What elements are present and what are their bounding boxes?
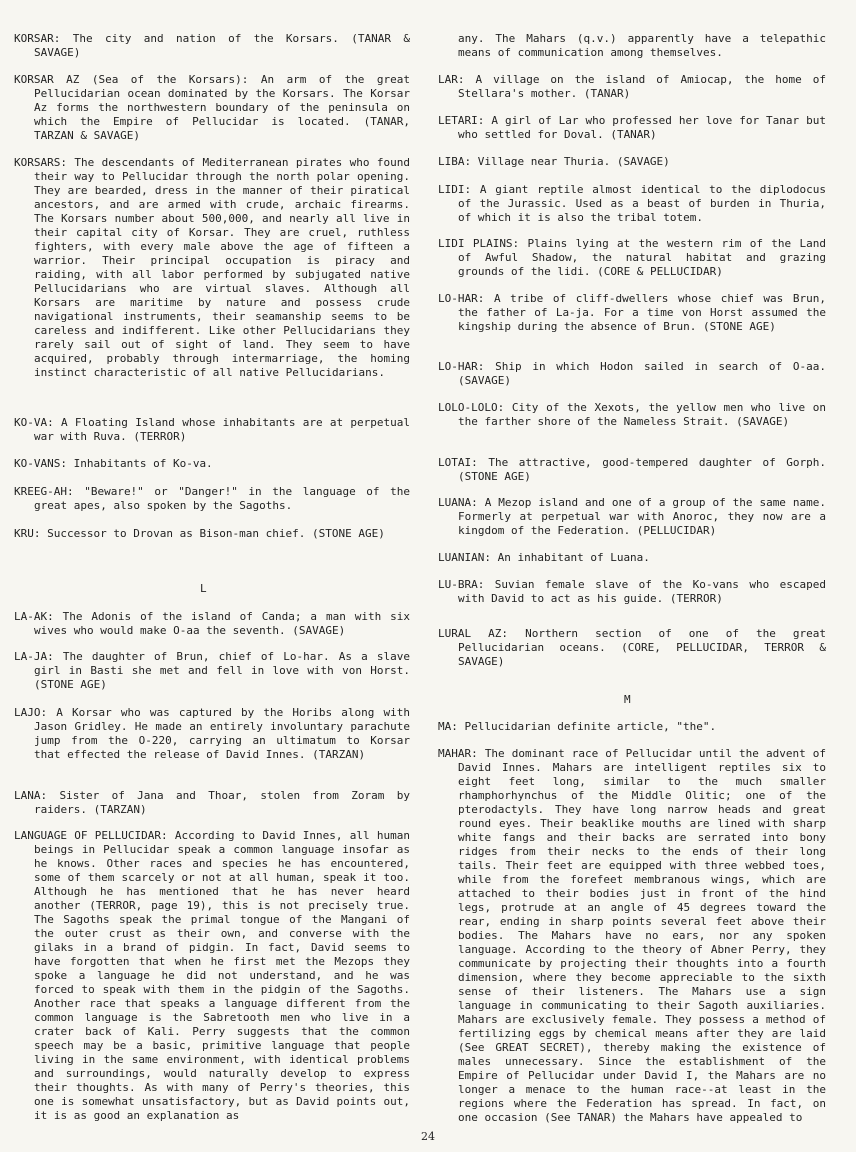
entry-term: LOLO-LOLO: (438, 401, 505, 414)
entry-term: LA-JA: (14, 650, 54, 663)
entry-definition: Sister of Jana and Thoar, stolen from Zoram by raiders. (TARZAN) (34, 789, 410, 816)
entry-definition: Ship in which Hodon sailed in search of O-aa. (SAVAGE) (458, 360, 826, 387)
entry-definition: Northern section of one of the great Pellucidarian oceans. (CORE, PELLUCIDAR, TERROR & SAVAGE) (458, 627, 826, 668)
page-number: 24 (421, 1130, 435, 1143)
entry-definition: An inhabitant of Luana. (497, 551, 650, 564)
glossary-entry (14, 527, 410, 541)
glossary-entry (438, 456, 826, 484)
glossary-entry (14, 485, 410, 513)
entry-definition: A tribe of cliff-dwellers whose chief was Brun, the father of La-ja. For a time von Horst assumed the kingship during the absence of Brun. (STONE AGE) (458, 292, 826, 333)
glossary-entry (14, 73, 410, 143)
entry-term: LU-BRA: (438, 578, 485, 591)
entry-term: KREEG-AH: (14, 485, 74, 498)
entry-term: LANA: (14, 789, 48, 802)
entry-term: LIDI PLAINS: (438, 237, 520, 250)
entry-definition: Inhabitants of Ko-va. (73, 457, 213, 470)
entry-definition: Successor to Drovan as Bison-man chief. (STONE AGE) (47, 527, 385, 540)
entry-term: KO-VANS: (14, 457, 67, 470)
entry-definition: An arm of the great Pellucidarian ocean dominated by the Korsars. The Korsar Az forms the northwestern boundary of the peninsula on which the Empire of Pellucidar is located. (TANAR, TARZAN & SAVAGE) (34, 73, 410, 142)
entry-term: LOTAI: (438, 456, 478, 469)
entry-term: LO-HAR: (438, 360, 485, 373)
glossary-entry (14, 610, 410, 638)
glossary-entry (438, 183, 826, 225)
entry-term: LUANA: (438, 496, 478, 509)
entry-term: KORSAR: (14, 32, 61, 45)
entry-term: LAR: (438, 73, 465, 86)
entry-definition: "Beware!" or "Danger!" in the language of the great apes, also spoken by the Sagoths. (34, 485, 410, 512)
entry-term: LETARI: (438, 114, 485, 127)
entry-term: LAJO: (14, 706, 48, 719)
entry-definition: A Korsar who was captured by the Horibs along with Jason Gridley. He made an entirely involuntary parachute jump from the O-220, carrying an ultimatum to Korsar that effected the release of David Innes. (TARZAN) (34, 706, 410, 761)
entry-definition: Suvian female slave of the Ko-vans who escaped with David to act as his guide. (TERROR) (458, 578, 826, 605)
entry-term: MA: (438, 720, 458, 733)
glossary-entry (438, 360, 826, 388)
glossary-entry (14, 416, 410, 444)
entry-definition: A village on the island of Amiocap, the home of Stellara's mother. (TANAR) (458, 73, 826, 100)
glossary-entry (438, 747, 826, 1125)
glossary-entry (438, 237, 826, 279)
entry-term: LIDI: (438, 183, 472, 196)
glossary-entry (14, 32, 410, 60)
glossary-entry (438, 114, 826, 142)
entry-definition: The dominant race of Pellucidar until the advent of David Innes. Mahars are intelligent reptiles six to eight feet long, similar to the much smaller rhamphorhynchus of the Middle Olitic; one of the pterodactyls. They have long narrow heads and great round eyes. Their beaklike mouths are lined with sharp white fangs and their backs are serrated into bony ridges from their necks to the ends of their long tails. Their feet are equipped with three webbed toes, while from the forefeet membranous wings, which are attached to their bodies just in front of the hind legs, protrude at an angle of 45 degrees toward the rear, ending in sharp points several feet above their bodies. The Mahars have no ears, nor any spoken language. According to the theory of Abner Perry, they communicate by projecting their thoughts into a fourth dimension, where they become appreciable to the sixth sense of their listeners. The Mahars use a sign language in communicating to their Sagoth auxiliaries. Mahars are exclusively female. They possess a method of fertilizing eggs by chemical means after they are laid (See GREAT SECRET), thereby making the existence of males unnecessary. Since the establishment of the Empire of Pellucidar under David I, the Mahars are no longer a menace to the human race--at least in the regions where the Federation has spread. In fact, on one occasion (See TANAR) the Mahars have appealed to (458, 747, 826, 1124)
entry-definition: A Floating Island whose inhabitants are at perpetual war with Ruva. (TERROR) (34, 416, 410, 443)
glossary-entry (14, 156, 410, 380)
entry-term: KORSARS: (14, 156, 67, 169)
glossary-entry (438, 496, 826, 538)
glossary-entry (438, 720, 826, 734)
glossary-entry (14, 829, 410, 1123)
entry-term: LA-AK: (14, 610, 54, 623)
entry-term: LO-HAR: (438, 292, 485, 305)
section-letter-l: L (200, 582, 207, 595)
glossary-entry (438, 627, 826, 669)
glossary-entry (14, 706, 410, 762)
entry-definition: The attractive, good-tempered daughter of Gorph. (STONE AGE) (458, 456, 827, 483)
entry-definition: any. The Mahars (q.v.) apparently have a telepathic means of communication among themselves. (458, 32, 826, 59)
glossary-entry (438, 292, 826, 334)
glossary-entry (14, 457, 410, 471)
entry-term: LURAL AZ: (438, 627, 509, 640)
entry-term: KORSAR AZ (Sea of the Korsars): (14, 73, 249, 86)
entry-definition: A girl of Lar who professed her love for Tanar but who settled for Doval. (TANAR) (458, 114, 826, 141)
entry-definition: The daughter of Brun, chief of Lo-har. As a slave girl in Basti she met and fell in love with von Horst. (STONE AGE) (34, 650, 410, 691)
glossary-entry (438, 578, 826, 606)
entry-term: KRU: (14, 527, 41, 540)
glossary-entry (438, 551, 826, 565)
entry-definition: Pellucidarian definite article, "the". (464, 720, 717, 733)
glossary-entry-continued (438, 32, 826, 60)
entry-definition: A Mezop island and one of a group of the same name. Formerly at perpetual war with Anoroc, they now are a kingdom of the Federation. (PELLUCIDAR) (458, 496, 826, 537)
glossary-entry (438, 401, 826, 429)
entry-definition: Village near Thuria. (SAVAGE) (477, 155, 670, 168)
section-letter-m: M (624, 693, 631, 706)
entry-term: LIBA: (438, 155, 472, 168)
entry-definition: A giant reptile almost identical to the diplodocus of the Jurassic. Used as a beast of burden in Thuria, of which it is also the tribal totem. (458, 183, 826, 224)
entry-definition: The descendants of Mediterranean pirates who found their way to Pellucidar through the north polar opening. They are bearded, dress in the manner of their piratical ancestors, and are armed with crude, archaic firearms. The Korsars number about 500,000, and nearly all live in their capital city of Korsar. They are cruel, ruthless fighters, with every male above the age of fifteen a warrior. Their principal occupation is piracy and raiding, with all labor performed by subjugated native Pellucidarians who are virtual slaves. Although all Korsars are maritime by nature and possess crude navigational instruments, their seamanship seems to be careless and indifferent. Like other Pellucidarians they rarely sail out of sight of land. They seem to have acquired, probably through intermarriage, the homing instinct characteristic of all native Pellucidarians. (34, 156, 410, 379)
glossary-entry (438, 73, 826, 101)
entry-term: KO-VA: (14, 416, 54, 429)
glossary-entry (14, 650, 410, 692)
entry-term: LANGUAGE OF PELLUCIDAR: (14, 829, 168, 842)
entry-term: MAHAR: (438, 747, 478, 760)
entry-definition: The Adonis of the island of Canda; a man with six wives who would make O-aa the seventh. (SAVAGE) (34, 610, 410, 637)
entry-definition: Plains lying at the western rim of the Land of Awful Shadow, the natural habitat and grazing grounds of the lidi. (CORE & PELLUCIDAR) (458, 237, 826, 278)
glossary-entry (438, 155, 826, 169)
glossary-entry (14, 789, 410, 817)
entry-definition: City of the Xexots, the yellow men who live on the farther shore of the Nameless Strait. (SAVAGE) (458, 401, 827, 428)
entry-definition: The city and nation of the Korsars. (TANAR & SAVAGE) (34, 32, 410, 59)
entry-definition: According to David Innes, all human beings in Pellucidar speak a common language insofar as he knows. Other races and species he has encountered, some of them scarcely or not at all human, speak it too. Although he has mentioned that he has never heard another (TERROR, page 19), this is not precisely true. The Sagoths speak the primal tongue of the Mangani of the outer crust as their own, and converse with the gilaks in a brand of pidgin. In fact, David seems to have forgotten that when he first met the Mezops they spoke a language he did not understand, and he was forced to speak with them in the pidgin of the Sagoths. Another race that speaks a language different from the common language is the Sabretooth men who live in a crater back of Kali. Perry suggests that the common speech may be a basic, primitive language that people living in the same environment, with identical problems and surroundings, would naturally develop to express their thoughts. As with many of Perry's theories, this one is somewhat unsatisfactory, but as David points out, it is as good an explanation as (34, 829, 410, 1122)
entry-term: LUANIAN: (438, 551, 491, 564)
